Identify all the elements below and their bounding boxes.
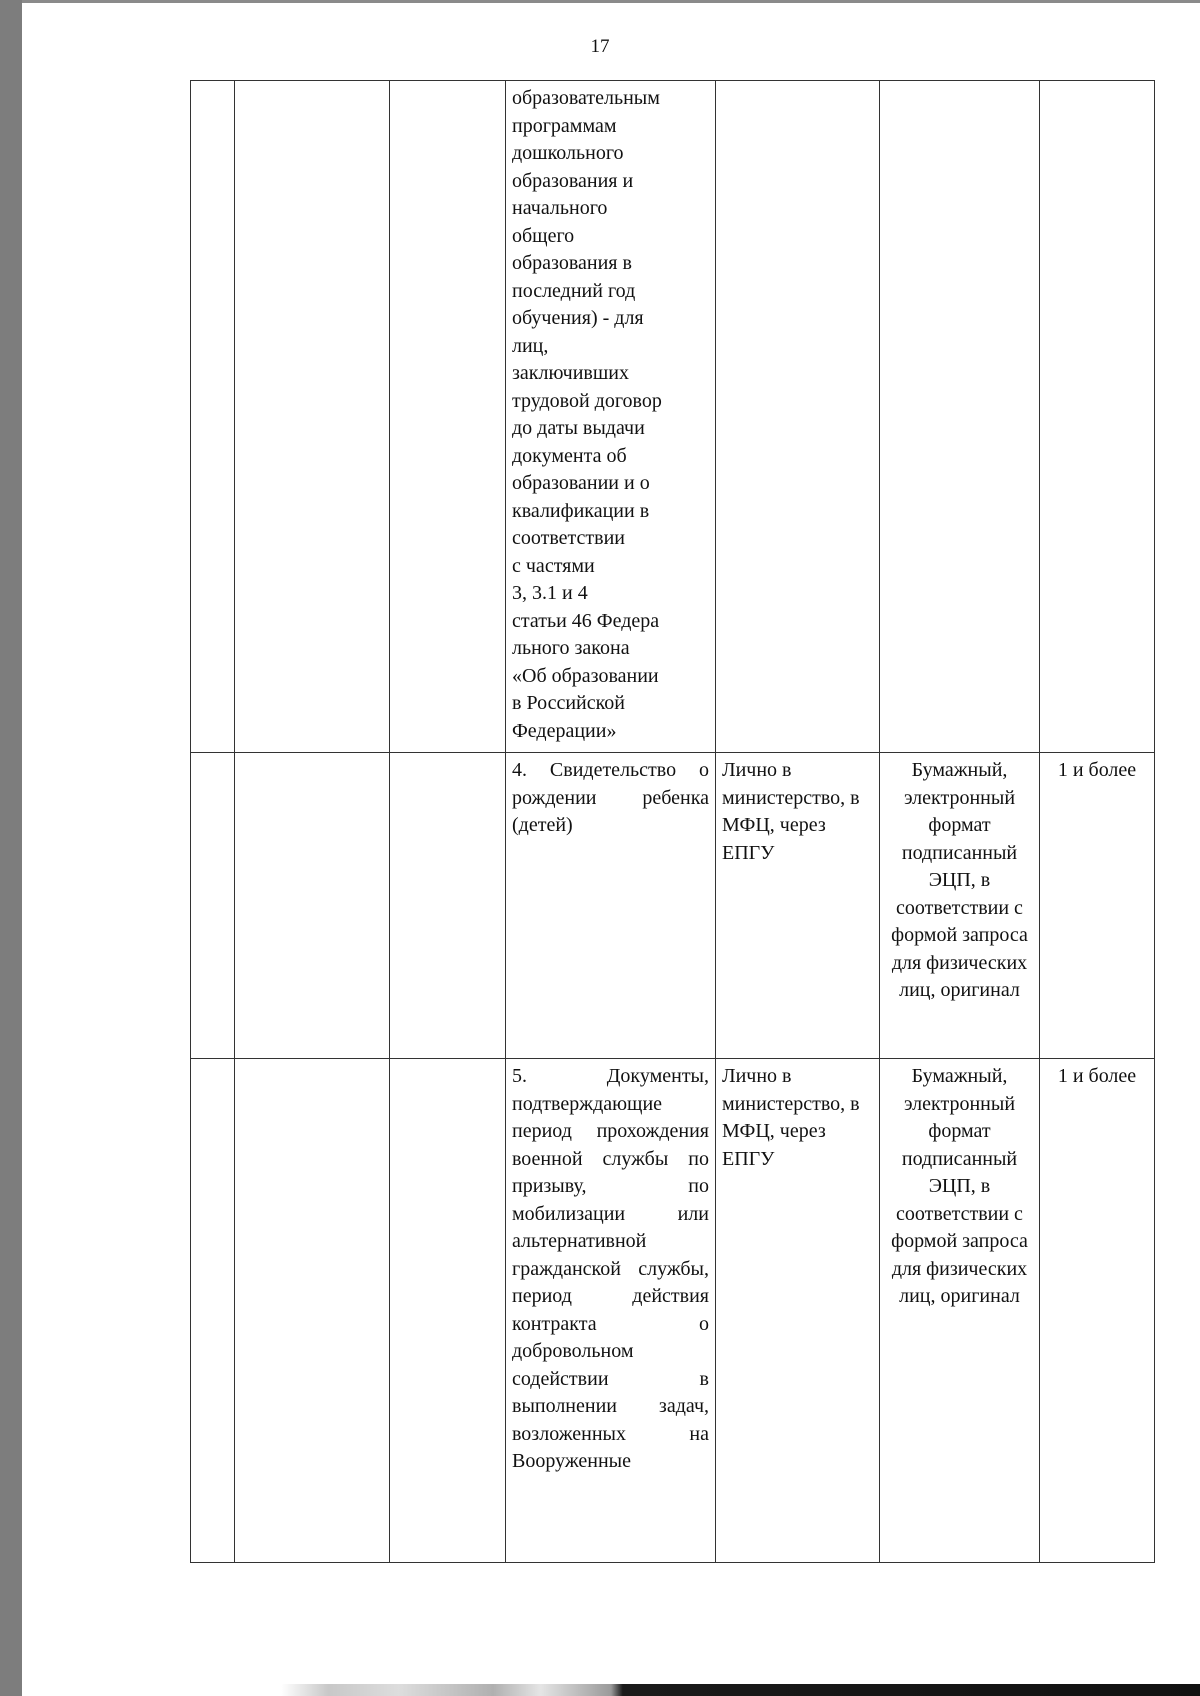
table-cell-quantity: 1 и более [1040,753,1155,1059]
table-row [191,81,1155,753]
table-cell-format [880,81,1040,753]
scan-shadow-left [0,0,22,1696]
table-cell-method: Лично в министерство, в МФЦ, через ЕПГУ [716,1059,880,1563]
table-cell-method: Лично в министерство, в МФЦ, через ЕПГУ [716,753,880,1059]
table-cell-empty [235,1059,390,1563]
table-cell-empty [390,81,506,753]
table-cell-empty [235,753,390,1059]
table-cell-empty [235,81,390,753]
table-cell-format: Бумажный, электронный формат подписанный ЭЦП, в соответствии с формой запроса для физических лиц, оригинал [880,753,1040,1059]
table-cell-number [191,753,235,1059]
document-text: образовательным программам дошкольного образования и начального общего образования в последний год обучения) - для лиц, заключивших трудовой договор до даты выдачи документа об образовании и о квалификации в соответствии с частями 3, 3.1 и 4 статьи 46 Федера льного закона «Об образовании в Российской Федерации» [512,87,662,742]
table-row [191,1059,1155,1563]
documents-table [190,80,1155,1563]
scan-shadow-bottom [22,1684,1200,1696]
table-cell-empty [390,1059,506,1563]
table-cell-document: 5. Документы, подтверждающие период прохождения военной службы по призыву, по мобилизации или альтернативной гражданской службы, период действия контракта о добровольном содействии в выполнении задач, возложенных на Вооруженные [506,1059,716,1563]
page-number: 17 [590,36,610,57]
table-cell-number [191,81,235,753]
table-cell-number [191,1059,235,1563]
table-cell-empty [390,753,506,1059]
table-cell-document [506,81,716,753]
table-cell-format: Бумажный, электронный формат подписанный ЭЦП, в соответствии с формой запроса для физических лиц, оригинал [880,1059,1040,1563]
table-cell-document: 4. Свидетельство о рождении ребенка (детей) [506,753,716,1059]
table-row [191,753,1155,1059]
table-cell-quantity [1040,81,1155,753]
scan-shadow-top [22,0,1200,3]
table-cell-method [716,81,880,753]
table-cell-quantity: 1 и более [1040,1059,1155,1563]
